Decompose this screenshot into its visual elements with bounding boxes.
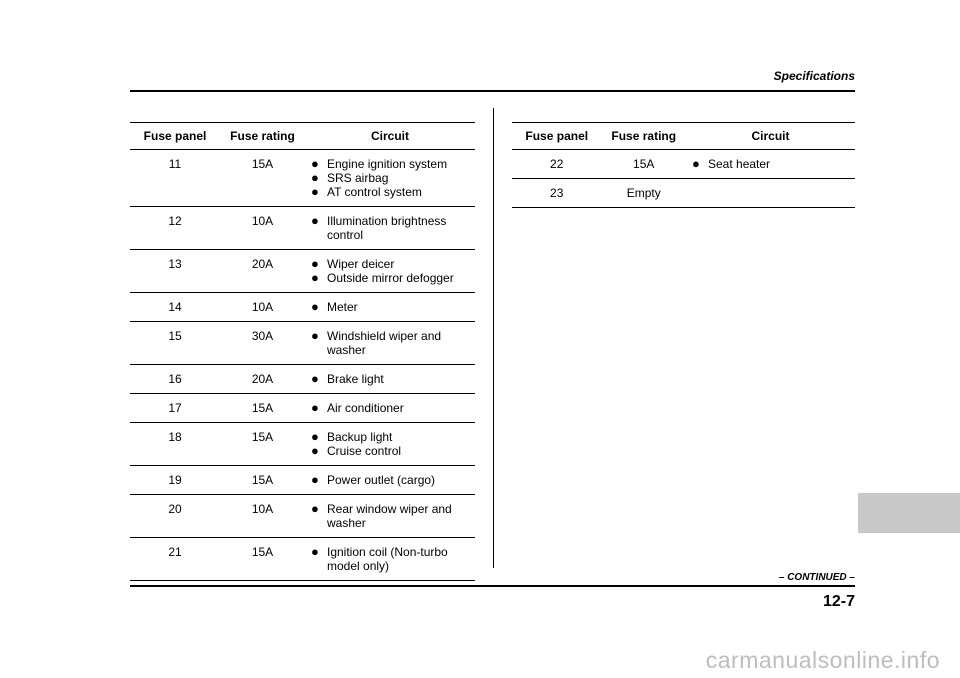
column-header-circuit: Circuit	[686, 123, 855, 150]
circuit-text: Engine ignition system	[327, 157, 448, 171]
bullet-icon: ●	[311, 443, 319, 458]
section-title: Specifications	[773, 69, 855, 83]
circuit-text: Backup light	[327, 430, 393, 444]
circuit-list	[305, 250, 475, 293]
bullet-icon: ●	[311, 544, 319, 559]
footer-rule	[130, 585, 855, 587]
bullet-icon: ●	[311, 299, 319, 314]
fuse-panel-number: 20	[130, 495, 220, 538]
circuit-list	[305, 322, 475, 365]
table-row	[130, 250, 475, 293]
table-row	[130, 495, 475, 538]
circuit-item	[305, 372, 475, 386]
circuit-item	[305, 300, 475, 314]
fuse-panel-number: 15	[130, 322, 220, 365]
fuse-panel-number: 14	[130, 293, 220, 322]
circuit-list	[305, 207, 475, 250]
table-row	[512, 179, 855, 208]
circuit-text: Ignition coil (Non-turbo model only)	[327, 545, 448, 573]
bullet-icon: ●	[311, 170, 319, 185]
continued-label: – CONTINUED –	[778, 572, 855, 583]
circuit-text: Windshield wiper and washer	[327, 329, 442, 357]
bullet-icon: ●	[311, 501, 319, 516]
chapter-tab	[858, 493, 960, 533]
circuit-list	[686, 179, 855, 208]
circuit-text: Rear window wiper and washer	[327, 502, 452, 530]
fuse-panel-number: 22	[512, 150, 601, 179]
table-row	[130, 365, 475, 394]
circuit-list	[305, 423, 475, 466]
fuse-rating: Empty	[601, 179, 686, 208]
circuit-item	[305, 185, 475, 199]
fuse-rating: 15A	[601, 150, 686, 179]
circuit-text: Air conditioner	[327, 401, 404, 415]
fuse-table-right	[512, 122, 855, 208]
bullet-icon: ●	[311, 472, 319, 487]
fuse-panel-number: 13	[130, 250, 220, 293]
circuit-item	[305, 430, 475, 444]
circuit-list	[305, 538, 475, 581]
fuse-rating: 15A	[220, 538, 305, 581]
table-row	[130, 538, 475, 581]
circuit-text: Outside mirror defogger	[327, 271, 454, 285]
table-row	[512, 150, 855, 179]
fuse-rating: 10A	[220, 207, 305, 250]
table-row	[130, 394, 475, 423]
table-row	[130, 423, 475, 466]
circuit-list	[305, 365, 475, 394]
table-row	[130, 207, 475, 250]
circuit-text: Cruise control	[327, 444, 402, 458]
bullet-icon: ●	[311, 156, 319, 171]
circuit-item	[305, 271, 475, 285]
circuit-text: AT control system	[327, 185, 422, 199]
circuit-list	[305, 466, 475, 495]
table-row	[130, 466, 475, 495]
fuse-table-left	[130, 122, 475, 581]
fuse-rating: 15A	[220, 466, 305, 495]
column-header-circuit: Circuit	[305, 123, 475, 150]
circuit-item	[305, 502, 475, 530]
circuit-item	[305, 257, 475, 271]
page-number: 12-7	[822, 593, 855, 610]
fuse-rating: 15A	[220, 423, 305, 466]
bullet-icon: ●	[311, 256, 319, 271]
fuse-rating: 20A	[220, 365, 305, 394]
fuse-panel-number: 11	[130, 150, 220, 207]
circuit-text: Illumination brightness control	[327, 214, 447, 242]
circuit-list	[305, 150, 475, 207]
table-row	[130, 150, 475, 207]
fuse-rating: 10A	[220, 293, 305, 322]
fuse-rating: 15A	[220, 394, 305, 423]
bullet-icon: ●	[311, 328, 319, 343]
circuit-list	[305, 495, 475, 538]
circuit-item	[305, 473, 475, 487]
circuit-text: Wiper deicer	[327, 257, 395, 271]
column-header-fuse-panel: Fuse panel	[130, 123, 220, 150]
circuit-text: Seat heater	[708, 157, 771, 171]
bullet-icon: ●	[311, 400, 319, 415]
fuse-rating: 20A	[220, 250, 305, 293]
bullet-icon: ●	[692, 156, 700, 171]
circuit-item	[305, 401, 475, 415]
circuit-text: SRS airbag	[327, 171, 389, 185]
bullet-icon: ●	[311, 270, 319, 285]
watermark: carmanualsonline.info	[705, 647, 940, 673]
fuse-panel-number: 17	[130, 394, 220, 423]
header-rule	[130, 90, 855, 92]
column-header-fuse-rating: Fuse rating	[601, 123, 686, 150]
bullet-icon: ●	[311, 184, 319, 199]
circuit-item	[305, 157, 475, 171]
fuse-rating: 15A	[220, 150, 305, 207]
fuse-panel-number: 21	[130, 538, 220, 581]
circuit-text: Meter	[327, 300, 358, 314]
fuse-panel-number: 19	[130, 466, 220, 495]
circuit-item	[305, 171, 475, 185]
circuit-item	[305, 214, 475, 242]
circuit-item	[305, 329, 475, 357]
fuse-rating: 10A	[220, 495, 305, 538]
fuse-panel-number: 23	[512, 179, 601, 208]
bullet-icon: ●	[311, 429, 319, 444]
column-divider	[493, 108, 494, 568]
fuse-panel-number: 16	[130, 365, 220, 394]
circuit-item	[686, 157, 855, 171]
table-row	[130, 293, 475, 322]
fuse-rating: 30A	[220, 322, 305, 365]
circuit-item	[305, 545, 475, 573]
table-row	[130, 322, 475, 365]
circuit-item	[305, 444, 475, 458]
circuit-text: Power outlet (cargo)	[327, 473, 436, 487]
column-header-fuse-rating: Fuse rating	[220, 123, 305, 150]
circuit-list	[305, 293, 475, 322]
column-header-fuse-panel: Fuse panel	[512, 123, 601, 150]
bullet-icon: ●	[311, 213, 319, 228]
circuit-list	[686, 150, 855, 179]
bullet-icon: ●	[311, 371, 319, 386]
circuit-list	[305, 394, 475, 423]
fuse-panel-number: 12	[130, 207, 220, 250]
fuse-panel-number: 18	[130, 423, 220, 466]
circuit-text: Brake light	[327, 372, 384, 386]
